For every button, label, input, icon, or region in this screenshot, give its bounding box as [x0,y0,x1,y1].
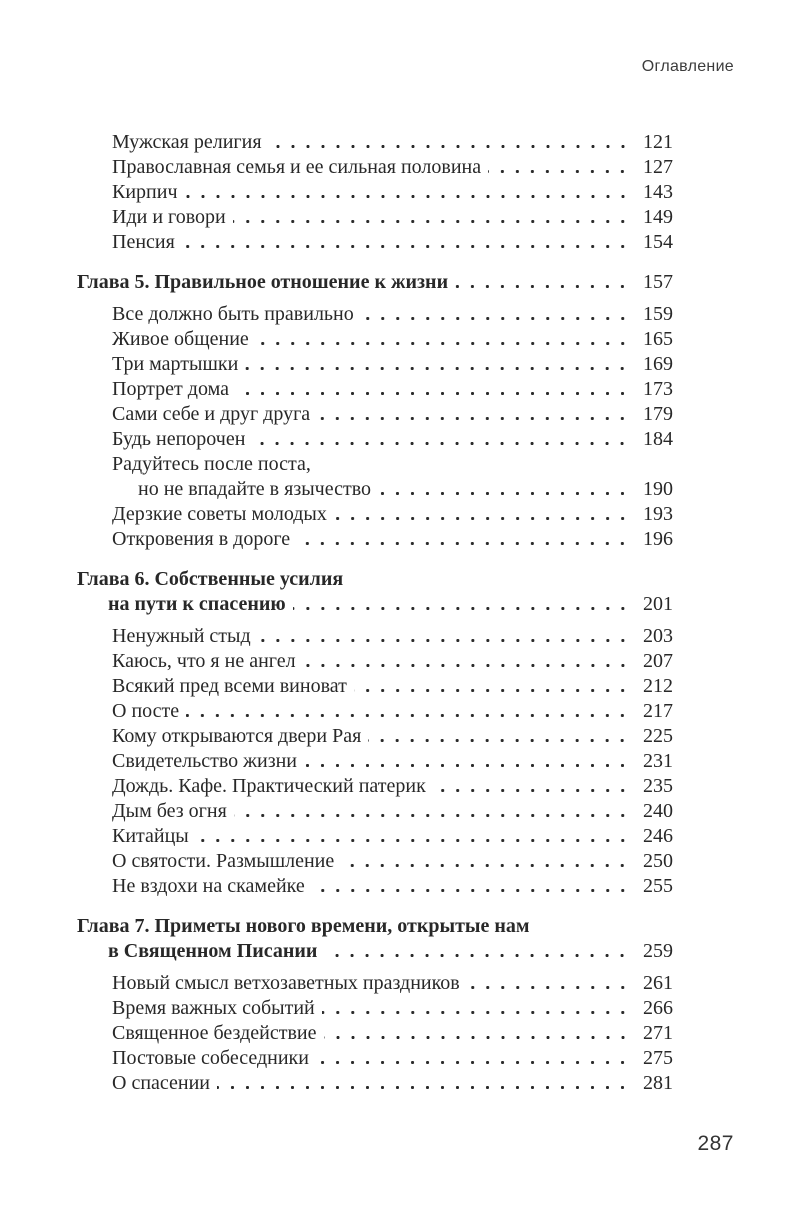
toc-entry-row [112,327,673,352]
toc-page-number: 259 [643,940,673,962]
dot-leader [317,402,633,427]
toc-page-number: 157 [643,271,673,293]
toc-item-title: Глава 7. Приметы нового времени, открытые нам [77,915,530,937]
dot-leader [354,674,633,699]
toc-entry-row [112,352,673,377]
toc-entry-row [112,799,673,824]
toc-item-title: Откровения в дороге [112,528,291,550]
toc-page-number: 235 [643,775,673,797]
toc-item-title: Портрет дома [112,378,229,400]
running-header: Оглавление [641,58,734,75]
toc-item-title: Будь непорочен [112,428,246,450]
toc-page-number: 190 [643,478,673,500]
dot-leader [303,649,633,674]
dot-leader [236,377,633,402]
toc-entries [112,971,673,1096]
dot-leader [234,799,633,824]
toc-item-title: Дождь. Кафе. Практический патерик [112,775,426,797]
toc-entries [112,302,673,552]
toc-page-number: 165 [643,328,673,350]
toc-entry-row [112,427,673,452]
toc-entry-row [112,699,673,724]
toc-page-number: 281 [643,1072,673,1094]
toc-item-title: Радуйтесь после поста, [112,453,311,475]
toc-entry-row [112,749,673,774]
toc-page-number: 250 [643,850,673,872]
toc-page-number: 159 [643,303,673,325]
toc-entry-row [112,402,673,427]
toc-page-number: 212 [643,675,673,697]
toc-page-number: 266 [643,997,673,1019]
toc-section [77,270,673,552]
toc-item-title: Дерзкие советы молодых [112,503,327,525]
toc-item-title: Три мартышки [112,353,239,375]
dot-leader [245,352,633,377]
toc-entry-row [112,130,673,155]
toc-page-number: 193 [643,503,673,525]
toc-page-number: 179 [643,403,673,425]
dot-leader [467,971,633,996]
toc-item-title: Кирпич [112,181,178,203]
toc-page-number: 207 [643,650,673,672]
dot-leader [256,327,633,352]
toc-item-title: Новый смысл ветхозаветных праздников [112,972,460,994]
toc-entry-row [112,874,673,899]
dot-leader [341,849,633,874]
toc-item-title: в Священном Писании [108,940,318,962]
toc-item-title: Православная семья и ее сильная половина [112,156,482,178]
dot-leader [361,302,633,327]
toc-entry-row [112,1071,673,1096]
toc-item-title: О спасении [112,1072,211,1094]
toc-item-title: Время важных событий [112,997,315,1019]
toc-entry-row [112,205,673,230]
toc [77,130,673,1096]
dot-leader [455,270,633,295]
toc-item-title: Сами себе и друг друга [112,403,311,425]
dot-leader [322,996,633,1021]
dot-leader [433,774,633,799]
toc-page-number: 173 [643,378,673,400]
toc-section [77,130,673,255]
toc-entry-row [112,824,673,849]
dot-leader [233,205,633,230]
dot-leader [334,502,633,527]
toc-item-title: Постовые собеседники [112,1047,309,1069]
dot-leader [488,155,633,180]
dot-leader [252,427,633,452]
toc-page-number: 246 [643,825,673,847]
toc-item-title: Все должно быть правильно [112,303,354,325]
dot-leader [258,624,633,649]
chapter-heading-row [77,939,673,964]
toc-entry-row [112,971,673,996]
toc-entry-row [112,774,673,799]
toc-item-title: Ненужный стыд [112,625,251,647]
dot-leader [324,939,633,964]
toc-entry-row [112,724,673,749]
chapter-heading-row [77,567,673,592]
toc-entry-row [112,155,673,180]
toc-entry-row [112,1046,673,1071]
chapter-heading-row [77,592,673,617]
toc-entry-row [112,674,673,699]
dot-leader [182,230,633,255]
toc-entry-row [112,377,673,402]
dot-leader [297,527,633,552]
toc-page-number: 169 [643,353,673,375]
dot-leader [378,477,633,502]
toc-entry-row [112,302,673,327]
toc-page-number: 127 [643,156,673,178]
toc-page-number: 203 [643,625,673,647]
toc-item-title: О посте [112,700,180,722]
toc-entry-row [112,527,673,552]
toc-page-number: 201 [643,593,673,615]
toc-item-title: Не вздохи на скамейке [112,875,305,897]
toc-page-number: 154 [643,231,673,253]
dot-leader [217,1071,633,1096]
toc-page-number: 275 [643,1047,673,1069]
dot-leader [312,874,633,899]
toc-page-number: 271 [643,1022,673,1044]
dot-leader [324,1021,634,1046]
toc-entry-row [112,502,673,527]
toc-item-title: Каюсь, что я не ангел [112,650,296,672]
toc-item-title: Мужская религия [112,131,262,153]
toc-entry-row [112,624,673,649]
toc-entry-row [112,849,673,874]
toc-entries [112,130,673,255]
toc-item-title: Дым без огня [112,800,227,822]
toc-item-title: Всякий пред всеми виноват [112,675,347,697]
toc-item-title: Пенсия [112,231,175,253]
dot-leader [293,592,633,617]
toc-item-title: Священное бездействие [112,1022,317,1044]
dot-leader [185,180,633,205]
toc-item-title: но не впадайте в язычество [138,478,372,500]
toc-item-title: Глава 5. Правильное отношение к жизни [77,271,449,293]
toc-page-number: 225 [643,725,673,747]
toc-page-number: 255 [643,875,673,897]
dot-leader [368,724,633,749]
toc-entries [112,624,673,899]
toc-page-number: 240 [643,800,673,822]
dot-leader [186,699,633,724]
toc-entry-row [112,1021,673,1046]
chapter-heading-row [77,914,673,939]
toc-item-title: Свидетельство жизни [112,750,298,772]
toc-entry-row [112,649,673,674]
toc-page-number: 217 [643,700,673,722]
dot-leader [269,130,633,155]
toc-item-title: Китайцы [112,825,189,847]
dot-leader [316,1046,633,1071]
page-number-folio: 287 [697,1132,734,1155]
toc-section [77,914,673,1096]
toc-page-number: 149 [643,206,673,228]
toc-entry-row [112,996,673,1021]
toc-item-title: Глава 6. Собственные усилия [77,568,344,590]
toc-page-number: 261 [643,972,673,994]
toc-page-number: 143 [643,181,673,203]
toc-entry-row [112,180,673,205]
toc-entry-row [112,230,673,255]
toc-section [77,567,673,899]
toc-entry-row [112,452,673,477]
toc-item-title: Живое общение [112,328,249,350]
toc-item-title: О святости. Размышление [112,850,335,872]
toc-page-number: 121 [643,131,673,153]
toc-item-title: Иди и говори [112,206,226,228]
toc-page-number: 184 [643,428,673,450]
toc-page-number: 231 [643,750,673,772]
chapter-heading-row [77,270,673,295]
dot-leader [196,824,633,849]
toc-item-title: Кому открываются двери Рая [112,725,362,747]
dot-leader [304,749,633,774]
toc-page-number: 196 [643,528,673,550]
toc-item-title: на пути к спасению [108,593,286,615]
toc-entry-row [112,477,673,502]
